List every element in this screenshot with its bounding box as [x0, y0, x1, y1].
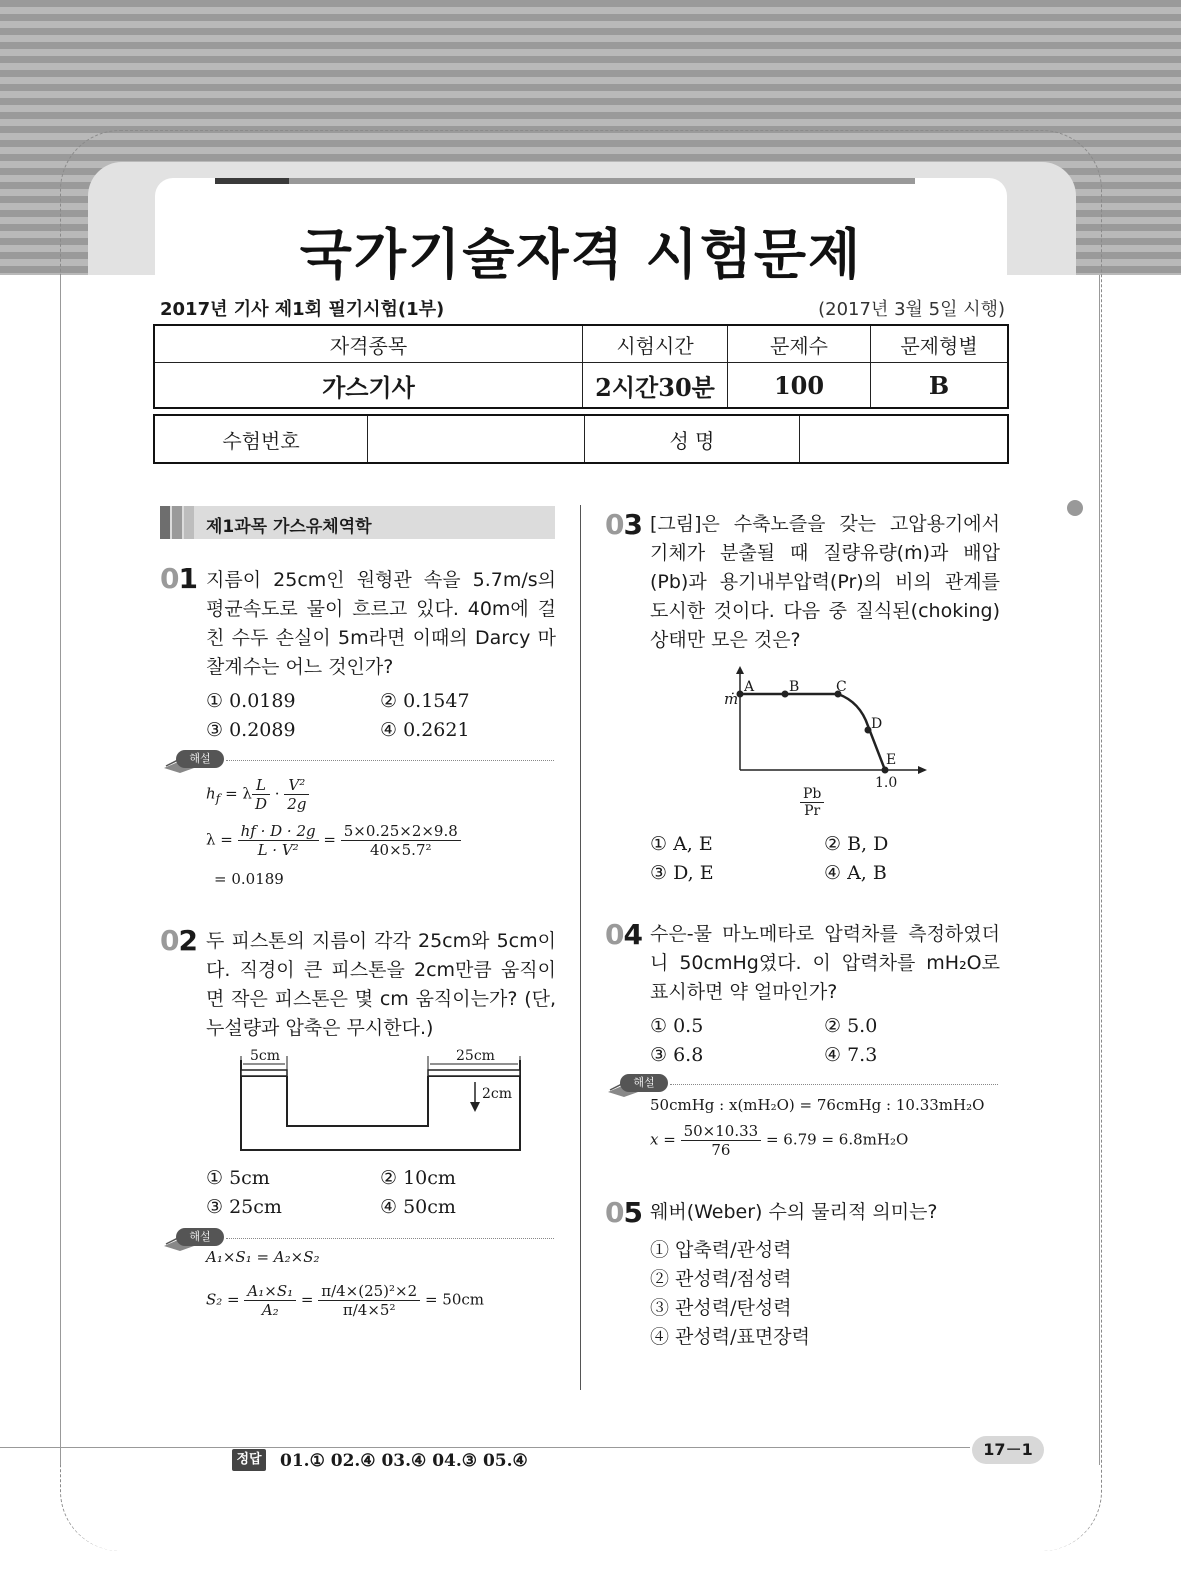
answer-key-label: 정답	[232, 1449, 266, 1471]
option[interactable]: ③ 6.8	[650, 1044, 704, 1066]
question-number: 02	[160, 924, 197, 957]
title-deco-bar-accent	[215, 178, 289, 184]
header-cell-qualification: 자격종목	[154, 325, 583, 363]
option[interactable]: ③ D, E	[650, 862, 714, 884]
formula-line: A₁×S₁ = A₂×S₂	[206, 1248, 320, 1266]
option[interactable]: ① 0.0189	[206, 690, 296, 712]
formula-line: 50cmHg : x(mH₂O) = 76cmHg : 10.33mH₂O	[650, 1096, 985, 1114]
option[interactable]: ② 10cm	[380, 1167, 456, 1189]
examinee-table	[153, 414, 1009, 464]
graph-x-label: $\frac{Pb}{Pr}$	[800, 786, 824, 819]
graph-point-d: D	[871, 716, 883, 732]
explanation-badge: 해설	[176, 1228, 224, 1246]
page-number: 17－1	[972, 1436, 1044, 1464]
option[interactable]: ① 5cm	[206, 1167, 270, 1189]
graph-y-label: ṁ	[724, 690, 739, 708]
value-cell-count: 100	[728, 363, 871, 409]
option[interactable]: ③ 0.2089	[206, 719, 296, 741]
formula-line: S₂ = $\frac{\text{A₁×S₁}}{\text{A₂}}$ = $\frac{\text{π/4×(25)²×2}}{\text{π/4×5²}}$ = 50cm	[206, 1282, 484, 1319]
graph-point-e: E	[886, 752, 897, 768]
value-cell-qualification: 가스기사	[154, 363, 583, 409]
subject-header	[160, 506, 555, 539]
question-number: 03	[605, 508, 642, 541]
value-cell-type: B	[871, 363, 1009, 409]
formula-line: $h_f = \lambda$ $\frac{L}{D}$ · $\frac{\text{V²}}{2g}$	[206, 776, 309, 813]
value-cell-time: 2시간30분	[583, 363, 728, 409]
option[interactable]: ④ 50cm	[380, 1196, 456, 1218]
option[interactable]: ④ 0.2621	[380, 719, 470, 741]
question-text: 수은-물 마노메타로 압력차를 측정하였더니 50cmHg였다. 이 압력차를 mH₂O로 표시하면 약 얼마인가?	[650, 923, 1000, 1003]
option[interactable]: ④ 관성력/표면장력	[650, 1326, 810, 1348]
explanation-divider	[226, 1238, 554, 1239]
exam-session: 2017년 기사 제1회 필기시험(1부)	[160, 299, 445, 320]
option[interactable]: ④ A, B	[824, 862, 887, 884]
diagram-label-move: 2cm	[482, 1086, 513, 1102]
question-number: 04	[605, 918, 642, 951]
answer-key: 01.① 02.④ 03.④ 04.③ 05.④	[280, 1451, 528, 1471]
option[interactable]: ① 0.5	[650, 1015, 704, 1037]
option[interactable]: ② B, D	[824, 833, 889, 855]
graph-point-a: A	[744, 679, 755, 695]
name-label: 성 명	[585, 415, 800, 463]
option[interactable]: ③ 관성력/탄성력	[650, 1297, 792, 1319]
diagram-label-large: 25cm	[456, 1048, 495, 1064]
subject-title: 제1과목 가스유체역학	[206, 517, 372, 537]
explanation-divider	[670, 1084, 998, 1085]
question-text: 지름이 25cm인 원형관 속을 5.7m/s의 평균속도로 물이 흐르고 있다. 40m에 걸친 수두 손실이 5m라면 이때의 Darcy 마찰계수는 어느 것인가?	[206, 569, 556, 678]
option[interactable]: ① 압축력/관성력	[650, 1239, 792, 1261]
question-text: [그림]은 수축노즐을 갖는 고압용기에서 기체가 분출될 때 질량유량(ṁ)과 배압(Pb)과 용기내부압력(Pr)의 비의 관계를 도시한 것이다. 다음 중 질식된(choking) 상태만 모은 것은?	[650, 513, 1000, 651]
option[interactable]: ① A, E	[650, 833, 713, 855]
graph-point-b: B	[789, 679, 800, 695]
question-text: 웨버(Weber) 수의 물리적 의미는?	[650, 1201, 938, 1223]
explanation-badge: 해설	[176, 750, 224, 768]
exam-date: (2017년 3월 5일 시행)	[818, 299, 1005, 320]
question-number: 01	[160, 562, 197, 595]
title-deco-bar	[215, 178, 915, 184]
option[interactable]: ④ 7.3	[824, 1044, 878, 1066]
header-cell-time: 시험시간	[583, 325, 728, 363]
option[interactable]: ② 0.1547	[380, 690, 470, 712]
graph-point-c: C	[836, 679, 847, 695]
option[interactable]: ③ 25cm	[206, 1196, 282, 1218]
side-dot	[1067, 500, 1083, 516]
name-field[interactable]	[800, 415, 1009, 463]
explanation-divider	[226, 760, 554, 761]
diagram-label-small: 5cm	[250, 1048, 281, 1064]
question-text: 두 피스톤의 지름이 각각 25cm와 5cm이다. 직경이 큰 피스톤을 2cm만큼 움직이면 작은 피스톤은 몇 cm 움직이는가? (단, 누설량과 압축은 무시한다.)	[206, 930, 556, 1039]
question-number: 05	[605, 1196, 642, 1229]
page-title: 국가기술자격 시험문제	[299, 223, 863, 286]
explanation-badge: 해설	[620, 1074, 668, 1092]
header-cell-type: 문제형별	[871, 325, 1009, 363]
graph-x-tick: 1.0	[875, 775, 898, 791]
exam-number-field[interactable]	[368, 415, 585, 463]
option[interactable]: ② 5.0	[824, 1015, 878, 1037]
column-divider	[580, 505, 581, 1390]
footer-divider	[0, 1447, 970, 1448]
page-border-left	[60, 275, 61, 1465]
exam-number-label: 수험번호	[154, 415, 368, 463]
formula-line: = 0.0189	[214, 870, 284, 888]
formula-line: λ = $\frac{hf \cdot D \cdot 2g}{\text{L · V²}}$ = $\frac{5\times 0.25\times 2\times 9.8}{\text{40×5.7²}}$	[206, 822, 461, 859]
formula-line: x = $\frac{50\times 10.33}{76}$ = 6.79 = 6.8mH₂O	[650, 1122, 909, 1159]
option[interactable]: ② 관성력/점성력	[650, 1268, 792, 1290]
page-border-right	[1099, 275, 1100, 1465]
exam-info-table	[153, 324, 1009, 409]
header-cell-count: 문제수	[728, 325, 871, 363]
